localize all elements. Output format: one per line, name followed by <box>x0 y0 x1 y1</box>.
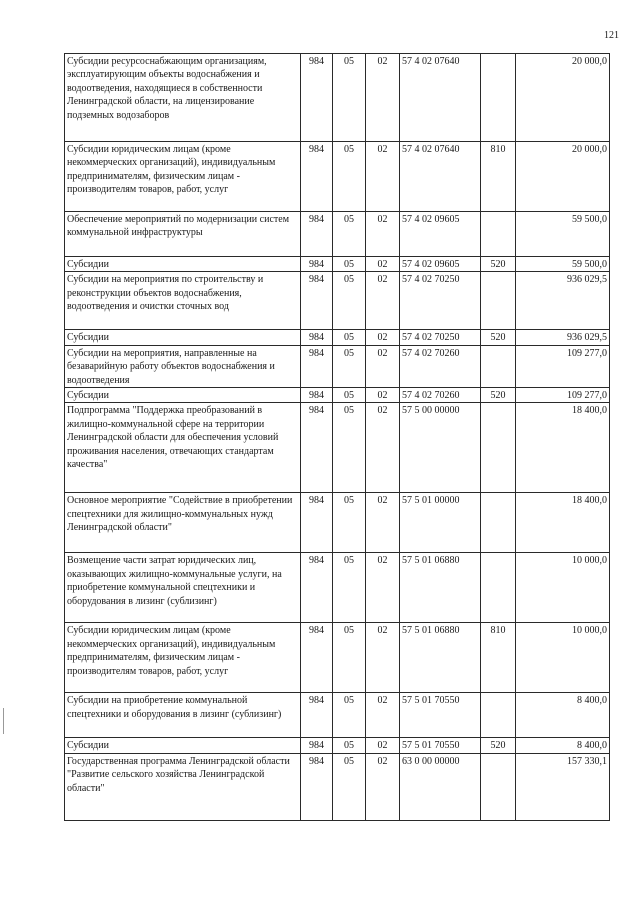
target-article-code: 57 4 02 70260 <box>400 388 481 403</box>
grbs-code: 984 <box>301 257 333 272</box>
target-article-code: 57 4 02 07640 <box>400 54 481 142</box>
subsection-code: 02 <box>366 142 400 212</box>
table-row <box>65 54 610 142</box>
grbs-code: 984 <box>301 553 333 623</box>
expense-type-code: 520 <box>481 330 516 345</box>
item-name: Подпрограмма "Поддержка преобразований в жилищно-коммунальной сфере на территории Ленинградской области для обеспечения условий проживания населения, отвечающих стандартам качества" <box>65 403 301 493</box>
table-row <box>65 623 610 693</box>
expense-type-code <box>481 212 516 257</box>
target-article-code: 57 4 02 09605 <box>400 212 481 257</box>
grbs-code: 984 <box>301 693 333 738</box>
item-name: Основное мероприятие "Содействие в приобретении спецтехники для жилищно-коммунальных нужд Ленинградской области" <box>65 493 301 553</box>
expense-type-code: 520 <box>481 388 516 403</box>
expense-type-code <box>481 753 516 820</box>
subsection-code: 02 <box>366 212 400 257</box>
page-number: 121 <box>604 30 619 41</box>
grbs-code: 984 <box>301 345 333 387</box>
target-article-code: 57 5 00 00000 <box>400 403 481 493</box>
section-code: 05 <box>333 142 366 212</box>
expense-type-code <box>481 553 516 623</box>
section-code: 05 <box>333 272 366 330</box>
subsection-code: 02 <box>366 257 400 272</box>
grbs-code: 984 <box>301 403 333 493</box>
item-name: Субсидии юридическим лицам (кроме некоммерческих организаций), индивидуальным предпринимателям, физическим лицам - производителям товаров, работ, услуг <box>65 142 301 212</box>
subsection-code: 02 <box>366 493 400 553</box>
amount: 10 000,0 <box>516 553 610 623</box>
subsection-code: 02 <box>366 403 400 493</box>
target-article-code: 57 4 02 70260 <box>400 345 481 387</box>
grbs-code: 984 <box>301 212 333 257</box>
subsection-code: 02 <box>366 330 400 345</box>
expense-type-code <box>481 54 516 142</box>
table-row <box>65 738 610 753</box>
item-name: Субсидии <box>65 388 301 403</box>
grbs-code: 984 <box>301 753 333 820</box>
amount: 20 000,0 <box>516 54 610 142</box>
subsection-code: 02 <box>366 738 400 753</box>
amount: 157 330,1 <box>516 753 610 820</box>
section-code: 05 <box>333 693 366 738</box>
subsection-code: 02 <box>366 623 400 693</box>
section-code: 05 <box>333 345 366 387</box>
grbs-code: 984 <box>301 330 333 345</box>
section-code: 05 <box>333 623 366 693</box>
expense-type-code <box>481 403 516 493</box>
amount: 8 400,0 <box>516 738 610 753</box>
expense-type-code: 810 <box>481 142 516 212</box>
table-row <box>65 330 610 345</box>
expense-type-code: 810 <box>481 623 516 693</box>
table-row <box>65 142 610 212</box>
table-row <box>65 693 610 738</box>
subsection-code: 02 <box>366 553 400 623</box>
grbs-code: 984 <box>301 54 333 142</box>
target-article-code: 57 4 02 07640 <box>400 142 481 212</box>
item-name: Возмещение части затрат юридических лиц, оказывающих жилищно-коммунальные услуги, на приобретение коммунальной спецтехники и оборудования в лизинг (сублизинг) <box>65 553 301 623</box>
scan-edge-mark <box>3 708 4 734</box>
amount: 109 277,0 <box>516 345 610 387</box>
grbs-code: 984 <box>301 272 333 330</box>
section-code: 05 <box>333 553 366 623</box>
item-name: Обеспечение мероприятий по модернизации систем коммунальной инфраструктуры <box>65 212 301 257</box>
subsection-code: 02 <box>366 345 400 387</box>
table-row <box>65 257 610 272</box>
grbs-code: 984 <box>301 142 333 212</box>
grbs-code: 984 <box>301 493 333 553</box>
expense-type-code <box>481 693 516 738</box>
section-code: 05 <box>333 738 366 753</box>
table-row <box>65 345 610 387</box>
table-row <box>65 493 610 553</box>
expense-type-code <box>481 493 516 553</box>
grbs-code: 984 <box>301 738 333 753</box>
section-code: 05 <box>333 54 366 142</box>
item-name: Субсидии на приобретение коммунальной спецтехники и оборудования в лизинг (сублизинг) <box>65 693 301 738</box>
table-row <box>65 553 610 623</box>
target-article-code: 57 5 01 70550 <box>400 738 481 753</box>
target-article-code: 57 4 02 70250 <box>400 330 481 345</box>
subsection-code: 02 <box>366 753 400 820</box>
item-name: Субсидии на мероприятия по строительству и реконструкции объектов водоснабжения, водоотведения и очистки сточных вод <box>65 272 301 330</box>
target-article-code: 63 0 00 00000 <box>400 753 481 820</box>
section-code: 05 <box>333 753 366 820</box>
grbs-code: 984 <box>301 623 333 693</box>
target-article-code: 57 5 01 00000 <box>400 493 481 553</box>
section-code: 05 <box>333 257 366 272</box>
table-row <box>65 212 610 257</box>
amount: 20 000,0 <box>516 142 610 212</box>
item-name: Субсидии ресурсоснабжающим организациям, эксплуатирующим объекты водоснабжения и водоотведения, находящиеся в собственности Ленинградской области, на лицензирование подземных водозаборов <box>65 54 301 142</box>
amount: 18 400,0 <box>516 493 610 553</box>
expense-type-code <box>481 345 516 387</box>
table-row <box>65 753 610 820</box>
section-code: 05 <box>333 493 366 553</box>
amount: 936 029,5 <box>516 272 610 330</box>
grbs-code: 984 <box>301 388 333 403</box>
target-article-code: 57 5 01 70550 <box>400 693 481 738</box>
expense-type-code <box>481 272 516 330</box>
table-row <box>65 272 610 330</box>
item-name: Субсидии на мероприятия, направленные на безаварийную работу объектов водоснабжения и водоотведения <box>65 345 301 387</box>
expense-type-code: 520 <box>481 738 516 753</box>
budget-table <box>64 53 610 821</box>
subsection-code: 02 <box>366 272 400 330</box>
item-name: Субсидии <box>65 330 301 345</box>
section-code: 05 <box>333 403 366 493</box>
section-code: 05 <box>333 212 366 257</box>
section-code: 05 <box>333 330 366 345</box>
target-article-code: 57 4 02 70250 <box>400 272 481 330</box>
subsection-code: 02 <box>366 388 400 403</box>
table-row <box>65 388 610 403</box>
subsection-code: 02 <box>366 693 400 738</box>
target-article-code: 57 5 01 06880 <box>400 623 481 693</box>
amount: 59 500,0 <box>516 257 610 272</box>
target-article-code: 57 5 01 06880 <box>400 553 481 623</box>
item-name: Субсидии юридическим лицам (кроме некоммерческих организаций), индивидуальным предпринимателям, физическим лицам - производителям товаров, работ, услуг <box>65 623 301 693</box>
subsection-code: 02 <box>366 54 400 142</box>
amount: 18 400,0 <box>516 403 610 493</box>
item-name: Субсидии <box>65 257 301 272</box>
section-code: 05 <box>333 388 366 403</box>
table-row <box>65 403 610 493</box>
amount: 8 400,0 <box>516 693 610 738</box>
target-article-code: 57 4 02 09605 <box>400 257 481 272</box>
amount: 59 500,0 <box>516 212 610 257</box>
amount: 109 277,0 <box>516 388 610 403</box>
item-name: Государственная программа Ленинградской области "Развитие сельского хозяйства Ленинградской области" <box>65 753 301 820</box>
amount: 10 000,0 <box>516 623 610 693</box>
amount: 936 029,5 <box>516 330 610 345</box>
expense-type-code: 520 <box>481 257 516 272</box>
item-name: Субсидии <box>65 738 301 753</box>
